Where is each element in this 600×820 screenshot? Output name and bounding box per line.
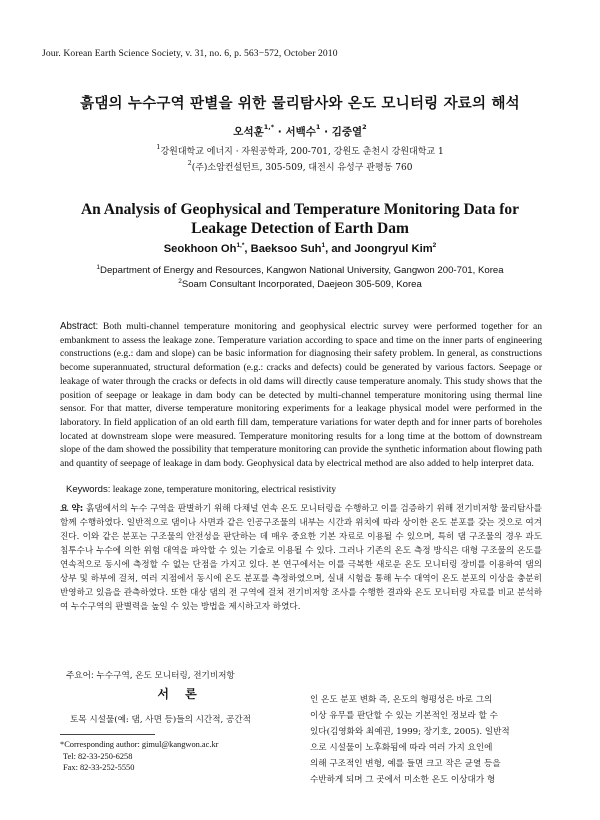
author-sup: 1 — [315, 123, 321, 131]
korean-keywords-text: 누수구역, 온도 모니터링, 전기비저항 — [93, 671, 235, 681]
author-name: 김중열 — [331, 126, 363, 138]
author-sup: 2 — [432, 242, 437, 249]
author-name: 오석훈 — [233, 126, 264, 138]
body-line: 수반하게 되며 그 곳에서 미소한 온도 이상대가 형 — [310, 775, 496, 785]
body-line: 의해 구조적인 변형, 예를 들면 크고 작은 균열 등을 — [310, 759, 501, 769]
journal-reference: Jour. Korean Earth Science Society, v. 31, no. 6, p. 563−572, October 2010 — [42, 48, 338, 59]
korean-affiliation — [0, 144, 600, 157]
affiliation-text: Department of Energy and Resources, Kangwon National University, Gangwon 200-701, Korea — [100, 265, 504, 276]
affiliation-text: Soam Consultant Incorporated, Daejeon 305-509, Korea — [181, 279, 422, 290]
author-sup: 2 — [362, 123, 367, 131]
body-line: 으로 시설물이 노후화됨에 따라 여러 가지 요인에 — [310, 743, 493, 753]
author-name: Baeksoo Suh — [250, 243, 322, 255]
author-sup: 1,* — [236, 242, 245, 249]
intro-right-column — [310, 692, 542, 788]
affiliation-sup: 1 — [156, 143, 161, 151]
english-title-line: Leakage Detection of Earth Dam — [191, 220, 409, 237]
keywords-text: leakage zone, temperature monitoring, electrical resistivity — [110, 485, 337, 495]
corresponding-author: *Corresponding author: gimul@kangwon.ac.kr — [60, 740, 219, 749]
affiliation-text: (주)소암컨설턴트, 305-509, 대전시 유성구 관평동 760 — [191, 163, 413, 173]
author-separator: , — [244, 243, 251, 255]
korean-abstract-label: 요 약: — [60, 504, 84, 514]
body-line: 인 온도 분포 변화 즉, 온도의 형평성은 바로 그의 — [310, 695, 493, 705]
affiliation-sup: 2 — [187, 159, 192, 167]
footnote-divider — [60, 734, 155, 735]
telephone: Tel: 82-33-250-6258 — [63, 751, 133, 761]
abstract-text: Both multi-channel temperature monitoring and geophysical electric survey were performed together for an embankment to assess the leakage zone. Temperature variation according to space and time on the inner parts of engineering constructions (e.g.: dam and slope) can be basic information for diagnosing their safety problem. In general, as constructions become superannuated, structural deformation (e.g.: cracks and defects) could be generated by various factors. Seepage or leakage of water through the cracks or defects in old dams will directly cause temperature anomaly. This study shows that the position of seepage or leakage in dam body can be detected by multi-channel temperature monitoring using thermal line sensor. For that matter, diverse temperature monitoring experiments for a leakage physical model were performed in the laboratory. In field application of an old earth fill dam, temperature variations for water depth and for inner parts of boreholes located at downstream slope were measured. Temperature monitoring results for a long time at the bottom of downstream slope of the dam showed the possibility that temperature monitoring can provide the synthetic information about flowing path and quantity of seepage of leakage in dam body. Geophysical data by electrical method are also added to help interpret data. — [60, 321, 542, 470]
author-sup: 1,* — [263, 123, 275, 131]
affiliation-text: 강원대학교 에너지 · 자원공학과, 200-701, 강원도 춘천시 강원대학교 1 — [160, 147, 444, 157]
author-sup: 1 — [321, 242, 326, 249]
korean-keywords — [66, 669, 542, 681]
english-affiliation — [0, 265, 600, 276]
section-title: 서 론 — [157, 687, 203, 701]
fax: Fax: 82-33-252-5550 — [63, 763, 135, 772]
abstract-label: Abstract: — [60, 321, 99, 332]
author-separator: · — [274, 126, 286, 138]
english-title-line: An Analysis of Geophysical and Temperature Monitoring Data for — [80, 201, 520, 218]
korean-abstract — [60, 502, 542, 614]
affiliation-sup: 2 — [178, 278, 182, 285]
korean-affiliation — [0, 160, 600, 173]
korean-title: 흙댐의 누수구역 판별을 위한 물리탐사와 온도 모니터링 자료의 해석 — [80, 96, 520, 112]
affiliation-sup: 1 — [96, 264, 101, 271]
korean-keywords-label: 주요어: — [66, 671, 94, 681]
body-line: 있다(김영화와 최예권, 1999; 장기호, 2005). 일반적 — [310, 727, 510, 737]
author-separator: · — [320, 126, 332, 138]
body-line: 이상 유무를 판단할 수 있는 기본적인 정보라 할 수 — [310, 711, 498, 721]
author-name: Joongryul Kim — [354, 243, 433, 255]
author-name: 서백수 — [285, 126, 316, 138]
author-name: Seokhoon Oh — [163, 243, 237, 255]
keywords — [66, 484, 542, 495]
korean-abstract-text: 흙댐에서의 누수 구역을 판별하기 위해 다채널 연속 온도 모니터링을 수행하고 이를 검증하기 위해 전기비저항 물리탐사를 함께 수행하였다. 일반적으로 댐이나 사면과 같은 인공구조물의 내부는 시간과 위치에 따라 상이한 온도 분포를 갖는 것으로 여겨진다. 이와 같은 분포는 구조물의 안전성을 판단하는 데 매우 중요한 기본 자료로 이용될 수 있으며, 특히 댐 구조물의 경우 과도 침투수나 누수에 의한 위험 대역을 파악할 수 있는 기술로 이용될 수 있다. 그러나 기존의 온도 측정 방식은 대형 구조물의 온도를 연속적으로 동시에 측정할 수 없는 단점을 가지고 있다. 본 연구에서는 이를 극복한 새로운 온도 모니터링 장비를 이용하여 댐의 상부 및 하부에 걸쳐, 여러 지점에서 동시에 온도 분포를 측정하였으며, 실내 시험을 통해 누수 대역이 온도 분포의 이상을 충분히 반영하고 있음을 관측하였다. 또한 대상 댐의 전 구역에 걸쳐 전기비저항 조사를 수행한 결과와 온도 모니터링 자료를 비교 분석하여 누수구역의 판별력을 높일 수 있는 방법을 제시하고자 하였다. — [60, 504, 542, 612]
intro-left-column: 토목 시설물(예: 댐, 사면 등)들의 시간적, 공간적 — [70, 715, 251, 725]
english-authors — [0, 243, 600, 255]
keywords-label: Keywords: — [66, 484, 111, 495]
english-affiliation — [0, 279, 600, 290]
footnote — [60, 739, 218, 774]
korean-authors — [0, 124, 600, 139]
abstract — [60, 320, 542, 471]
english-title — [0, 200, 600, 238]
author-separator: , and — [325, 243, 355, 255]
